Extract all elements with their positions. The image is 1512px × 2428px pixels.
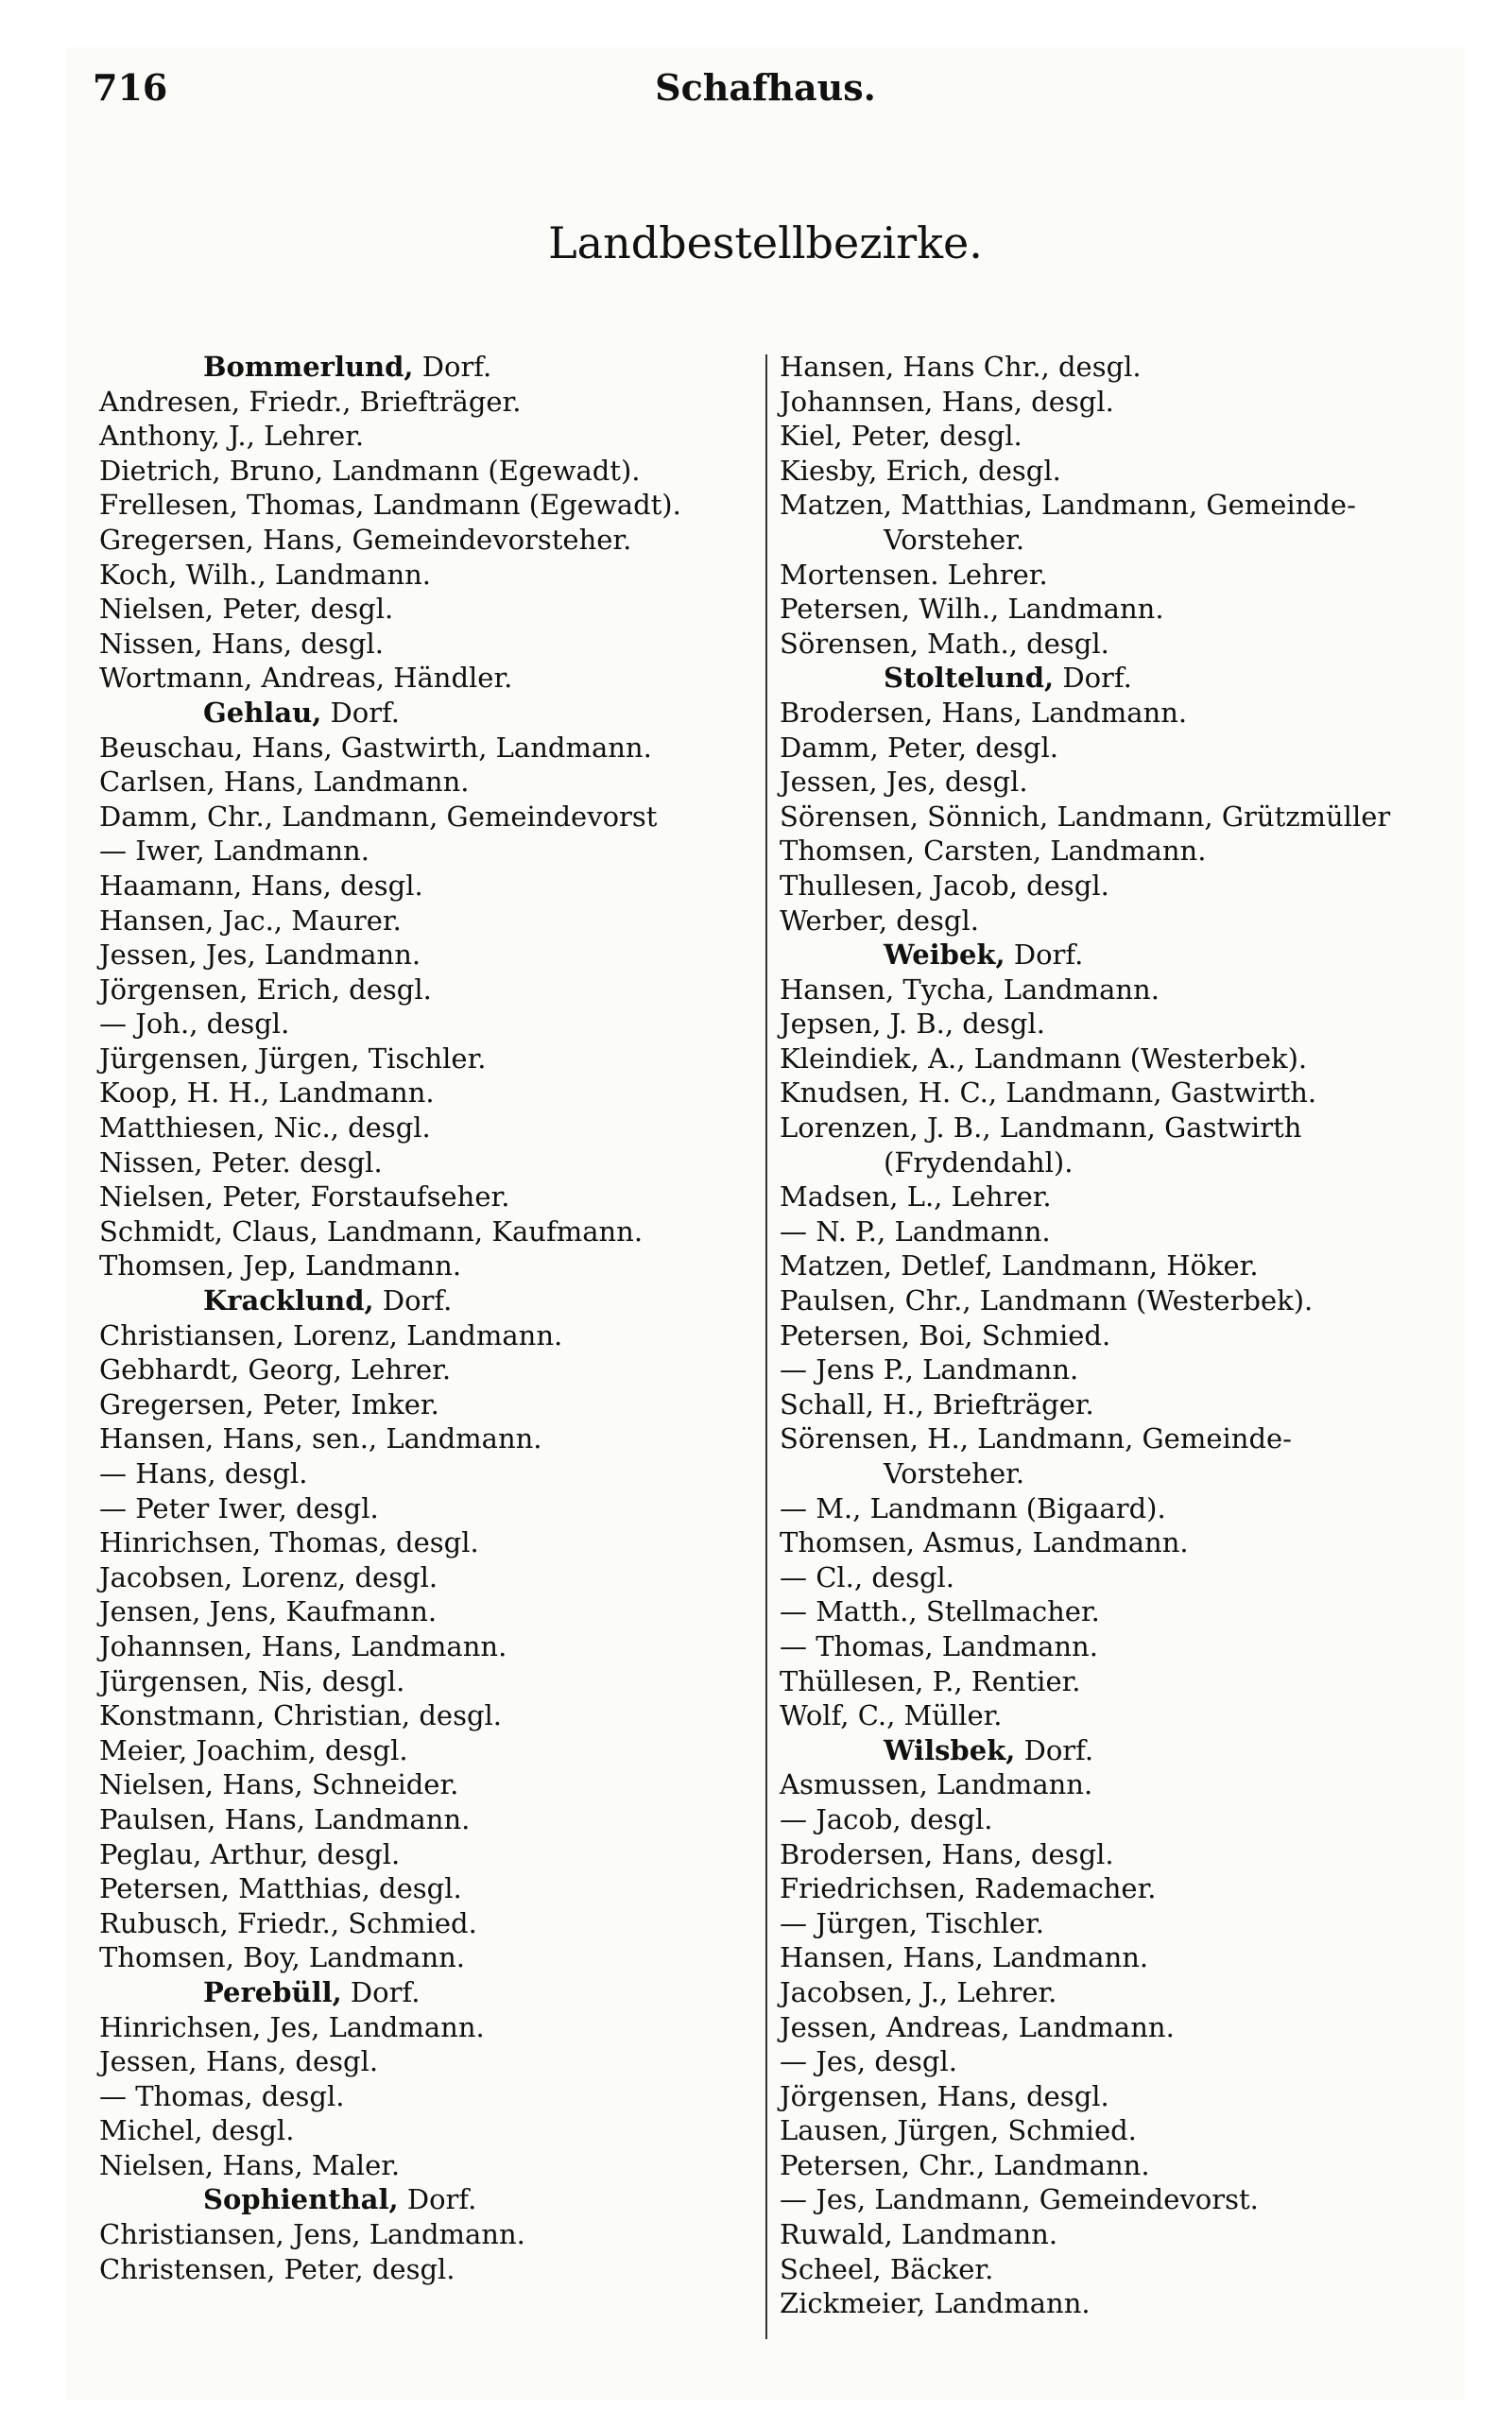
directory-entry: Hinrichsen, Thomas, desgl.	[99, 1526, 479, 1559]
directory-entry: Zickmeier, Landmann.	[780, 2287, 1091, 2320]
directory-entry: Johannsen, Hans, desgl.	[780, 385, 1114, 418]
directory-entry: Jörgensen, Hans, desgl.	[780, 2079, 1109, 2112]
directory-entry: Meier, Joachim, desgl.	[99, 1733, 408, 1766]
directory-entry: — Hans, desgl.	[99, 1457, 308, 1490]
directory-entry: Wolf, C., Müller.	[780, 1699, 1003, 1732]
directory-entry: Dietrich, Bruno, Landmann (Egewadt).	[99, 454, 641, 487]
directory-entry: Rubusch, Friedr., Schmied.	[99, 1906, 477, 1939]
directory-entry: — Jes, desgl.	[780, 2045, 957, 2078]
directory-entry: Petersen, Wilh., Landmann.	[780, 593, 1164, 626]
directory-entry: — Jürgen, Tischler.	[780, 1906, 1044, 1939]
directory-entry: Thomsen, Boy, Landmann.	[99, 1941, 466, 1974]
directory-entry: Nissen, Peter. desgl.	[99, 1145, 383, 1179]
directory-entry: — Thomas, desgl.	[99, 2079, 345, 2112]
directory-entry: Thomsen, Carsten, Landmann.	[780, 835, 1207, 868]
section-title: Landbestellbezirke.	[548, 217, 983, 268]
directory-entry: — Jes, Landmann, Gemeindevorst.	[780, 2183, 1259, 2216]
directory-entry: Andresen, Friedr., Briefträger.	[99, 385, 522, 418]
directory-entry: Thullesen, Jacob, desgl.	[780, 869, 1109, 902]
directory-entry: Johannsen, Hans, Landmann.	[99, 1629, 507, 1662]
place-kind: Dorf.	[1062, 662, 1132, 695]
directory-entry: Brodersen, Hans, desgl.	[780, 1837, 1114, 1870]
directory-entry: Jacobsen, J., Lehrer.	[780, 1975, 1057, 2008]
directory-entry: Thomsen, Jep, Landmann.	[99, 1249, 462, 1283]
directory-entry: Nielsen, Hans, Schneider.	[99, 1768, 459, 1801]
place-kind: Dorf.	[1023, 1733, 1094, 1766]
place-heading	[99, 1975, 742, 2010]
directory-entry: Jürgensen, Nis, desgl.	[99, 1664, 405, 1697]
directory-entry: — Joh., desgl.	[99, 1007, 290, 1041]
directory-entry: Matzen, Detlef, Landmann, Höker.	[780, 1249, 1259, 1283]
directory-entry: Jensen, Jens, Kaufmann.	[99, 1595, 438, 1628]
directory-entry: Petersen, Matthias, desgl.	[99, 1872, 462, 1905]
place-name: Bommerlund,	[203, 351, 414, 383]
directory-entry: Jürgensen, Jürgen, Tischler.	[99, 1042, 487, 1075]
directory-entry: — Cl., desgl.	[780, 1560, 955, 1593]
entry-continuation: Vorsteher.	[884, 523, 1025, 556]
entry-continuation: Vorsteher.	[884, 1457, 1025, 1490]
right-column	[780, 350, 1422, 2321]
directory-entry: Petersen, Chr., Landmann.	[780, 2148, 1150, 2181]
place-name: Wilsbek,	[884, 1733, 1016, 1766]
directory-entry: Scheel, Bäcker.	[780, 2252, 994, 2285]
directory-entry: Hansen, Jac., Maurer.	[99, 904, 402, 937]
place-name: Stoltelund,	[884, 662, 1055, 695]
directory-entry: Friedrichsen, Rademacher.	[780, 1872, 1157, 1905]
directory-entry: Hansen, Hans, sen., Landmann.	[99, 1422, 542, 1455]
directory-entry: Jepsen, J. B., desgl.	[780, 1007, 1045, 1041]
directory-entry: Schall, H., Briefträger.	[780, 1387, 1094, 1421]
directory-entry: Christiansen, Jens, Landmann.	[99, 2218, 525, 2251]
directory-entry: Nielsen, Peter, Forstaufseher.	[99, 1180, 510, 1214]
directory-entry: Mortensen. Lehrer.	[780, 558, 1048, 591]
directory-entry: Sörensen, Sönnich, Landmann, Grützmüller	[780, 800, 1391, 833]
document-page	[66, 47, 1465, 2401]
directory-entry: Schmidt, Claus, Landmann, Kaufmann.	[99, 1214, 644, 1248]
place-heading	[780, 1733, 1422, 1768]
directory-entry: Brodersen, Hans, Landmann.	[780, 696, 1188, 729]
directory-entry: — Thomas, Landmann.	[780, 1629, 1098, 1662]
directory-entry: Damm, Peter, desgl.	[780, 731, 1058, 764]
place-heading	[99, 1283, 742, 1318]
directory-entry: Matthiesen, Nic., desgl.	[99, 1111, 431, 1145]
place-kind: Dorf.	[350, 1975, 421, 2008]
directory-entry: Michel, desgl.	[99, 2114, 295, 2147]
directory-entry: Jessen, Hans, desgl.	[99, 2045, 379, 2078]
directory-entry: Jörgensen, Erich, desgl.	[99, 973, 432, 1006]
directory-entry: — Iwer, Landmann.	[99, 835, 369, 868]
directory-entry: Anthony, J., Lehrer.	[99, 420, 365, 453]
directory-entry: Matzen, Matthias, Landmann, Gemeinde-	[780, 489, 1356, 522]
directory-entry: Christensen, Peter, desgl.	[99, 2252, 455, 2285]
directory-entry: Jessen, Jes, desgl.	[780, 766, 1028, 799]
directory-entry: Beuschau, Hans, Gastwirth, Landmann.	[99, 731, 652, 764]
place-kind: Dorf.	[1013, 938, 1084, 972]
directory-entry: Sörensen, H., Landmann, Gemeinde-	[780, 1422, 1292, 1455]
directory-entry: Hansen, Tycha, Landmann.	[780, 973, 1160, 1006]
place-heading	[780, 938, 1422, 973]
directory-entry: Koop, H. H., Landmann.	[99, 1076, 435, 1110]
place-kind: Dorf.	[421, 351, 492, 383]
directory-entry: Thüllesen, P., Rentier.	[780, 1664, 1081, 1697]
column-divider	[765, 354, 767, 2339]
directory-entry: Damm, Chr., Landmann, Gemeindevorst	[99, 800, 658, 833]
place-heading	[780, 661, 1422, 696]
directory-entry: Gregersen, Hans, Gemeindevorsteher.	[99, 523, 632, 556]
place-kind: Dorf.	[406, 2183, 477, 2216]
directory-entry: Knudsen, H. C., Landmann, Gastwirth.	[780, 1076, 1317, 1110]
directory-entry: Jessen, Andreas, Landmann.	[780, 2010, 1175, 2043]
place-heading	[99, 350, 742, 385]
directory-entry: Hinrichsen, Jes, Landmann.	[99, 2010, 485, 2043]
place-name: Weibek,	[884, 938, 1005, 972]
place-heading	[99, 2182, 742, 2217]
directory-entry: Madsen, L., Lehrer.	[780, 1180, 1052, 1214]
directory-entry: Lorenzen, J. B., Landmann, Gastwirth	[780, 1111, 1302, 1145]
directory-entry: Gregersen, Peter, Imker.	[99, 1387, 439, 1421]
directory-entry: Werber, desgl.	[780, 904, 979, 937]
directory-entry: Kleindiek, A., Landmann (Westerbek).	[780, 1042, 1308, 1075]
directory-entry: Konstmann, Christian, desgl.	[99, 1699, 503, 1732]
place-kind: Dorf.	[330, 696, 401, 729]
entry-continuation: (Frydendahl).	[884, 1145, 1074, 1179]
directory-entry: — Jacob, desgl.	[780, 1802, 993, 1835]
directory-entry: Carlsen, Hans, Landmann.	[99, 766, 470, 799]
directory-entry: Jessen, Jes, Landmann.	[99, 938, 421, 972]
directory-entry: Gebhardt, Georg, Lehrer.	[99, 1353, 452, 1386]
directory-entry: Paulsen, Hans, Landmann.	[99, 1802, 471, 1835]
place-name: Sophienthal,	[203, 2183, 399, 2216]
directory-entry: Hansen, Hans Chr., desgl.	[780, 351, 1142, 383]
place-heading	[99, 696, 742, 731]
left-column	[99, 350, 742, 2286]
directory-entry: Koch, Wilh., Landmann.	[99, 558, 432, 591]
directory-entry: Nissen, Hans, desgl.	[99, 627, 384, 660]
directory-entry: Paulsen, Chr., Landmann (Westerbek).	[780, 1284, 1314, 1317]
directory-entry: — Jens P., Landmann.	[780, 1353, 1079, 1386]
directory-entry: — Peter Iwer, desgl.	[99, 1491, 379, 1524]
directory-entry: Sörensen, Math., desgl.	[780, 627, 1109, 660]
directory-entry: — Matth., Stellmacher.	[780, 1595, 1100, 1628]
directory-entry: Kiel, Peter, desgl.	[780, 420, 1022, 453]
place-name: Gehlau,	[203, 696, 322, 729]
directory-entry: Haamann, Hans, desgl.	[99, 869, 423, 902]
directory-entry: Hansen, Hans, Landmann.	[780, 1941, 1149, 1974]
running-title: Schafhaus.	[655, 66, 876, 109]
directory-entry: Ruwald, Landmann.	[780, 2218, 1058, 2251]
directory-entry: Thomsen, Asmus, Landmann.	[780, 1526, 1189, 1559]
place-kind: Dorf.	[382, 1284, 453, 1317]
directory-entry: Frellesen, Thomas, Landmann (Egewadt).	[99, 489, 681, 522]
page-number: 716	[93, 66, 168, 109]
directory-entry: — N. P., Landmann.	[780, 1214, 1051, 1248]
directory-entry: — M., Landmann (Bigaard).	[780, 1491, 1166, 1524]
directory-entry: Peglau, Arthur, desgl.	[99, 1837, 401, 1870]
directory-entry: Nielsen, Hans, Maler.	[99, 2148, 401, 2181]
directory-entry: Nielsen, Peter, desgl.	[99, 593, 394, 626]
directory-entry: Christiansen, Lorenz, Landmann.	[99, 1318, 563, 1352]
directory-entry: Wortmann, Andreas, Händler.	[99, 662, 513, 695]
directory-entry: Asmussen, Landmann.	[780, 1768, 1093, 1801]
directory-entry: Petersen, Boi, Schmied.	[780, 1318, 1111, 1352]
place-name: Perebüll,	[203, 1975, 342, 2008]
directory-entry: Kiesby, Erich, desgl.	[780, 454, 1061, 487]
directory-entry: Lausen, Jürgen, Schmied.	[780, 2114, 1137, 2147]
directory-entry: Jacobsen, Lorenz, desgl.	[99, 1560, 438, 1593]
place-name: Kracklund,	[203, 1284, 374, 1317]
